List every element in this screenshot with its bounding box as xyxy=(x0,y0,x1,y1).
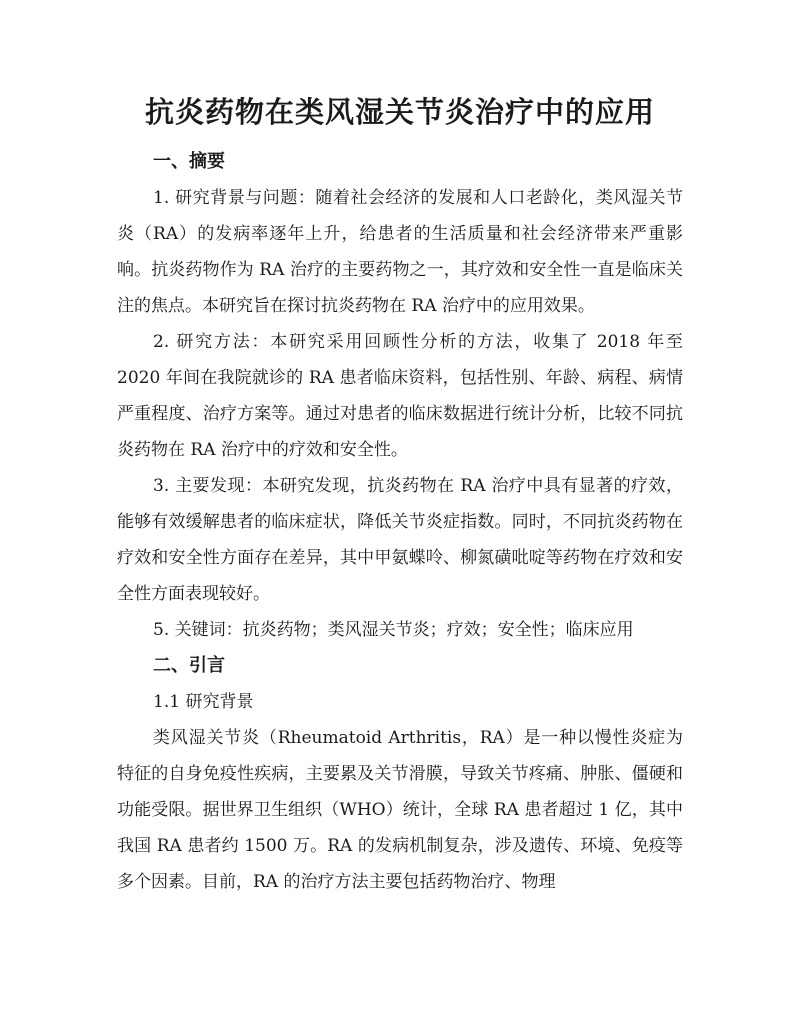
abstract-paragraph-keywords: 5. 关键词：抗炎药物；类风湿关节炎；疗效；安全性；临床应用 xyxy=(153,620,634,640)
abstract-paragraph-background: 1. 研究背景与问题：随着社会经济的发展和人口老龄化，类风湿关节炎（RA）的发病率逐年上升，给患者的生活质量和社会经济带来严重影响。抗炎药物作为 RA 治疗的主要药物之一，其疗效和安全性一直是临床关注的焦点。本研究旨在探讨抗炎药物在 RA 治疗中的应用效果。 xyxy=(117,188,683,316)
document-body xyxy=(117,144,683,900)
abstract-paragraph-findings: 3. 主要发现：本研究发现，抗炎药物在 RA 治疗中具有显著的疗效，能够有效缓解患者的临床症状，降低关节炎症指数。同时，不同抗炎药物在疗效和安全性方面存在差异，其中甲氨蝶呤、柳氮磺吡啶等药物在疗效和安全性方面表现较好。 xyxy=(117,476,683,604)
intro-subheading: 1.1 研究背景 xyxy=(153,692,254,712)
abstract-paragraph-methods: 2. 研究方法：本研究采用回顾性分析的方法，收集了 2018 年至 2020 年间在我院就诊的 RA 患者临床资料，包括性别、年龄、病程、病情严重程度、治疗方案等。通过对患者的临床数据进行统计分析，比较不同抗炎药物在 RA 治疗中的疗效和安全性。 xyxy=(117,332,683,460)
intro-heading: 二、引言 xyxy=(153,655,225,676)
abstract-heading: 一、摘要 xyxy=(153,151,225,172)
document-title: 抗炎药物在类风湿关节炎治疗中的应用 xyxy=(144,95,655,129)
intro-paragraph: 类风湿关节炎（Rheumatoid Arthritis，RA）是一种以慢性炎症为特征的自身免疫性疾病，主要累及关节滑膜，导致关节疼痛、肿胀、僵硬和功能受限。据世界卫生组织（WHO）统计，全球 RA 患者超过 1 亿，其中我国 RA 患者约 1500 万。RA 的发病机制复杂，涉及遗传、环境、免疫等多个因素。目前，RA 的治疗方法主要包括药物治疗、物理 xyxy=(117,728,683,892)
